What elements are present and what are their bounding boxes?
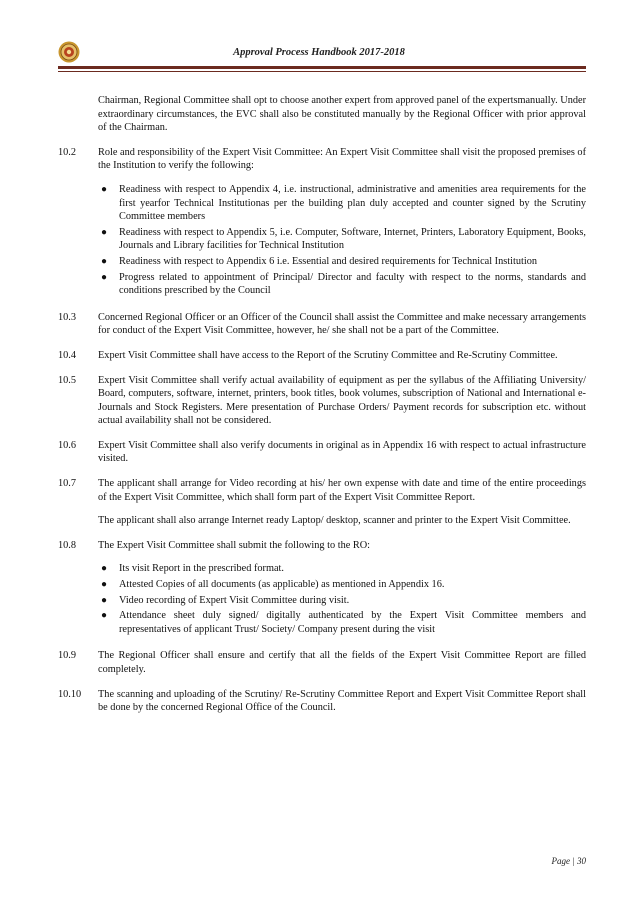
section-10-9 — [58, 649, 586, 676]
section-text: Expert Visit Committee shall verify actual availability of equipment as per the syllabus of the Affiliating University/ Board, computers, software, internet, printers, book titles, book volumes, subscription of National and International e-Journals and Stock Registers. Mere presentation of Purchase Orders/ Payment records for subscription etc. without actual availability shall not be considered. — [98, 374, 586, 427]
bullet-icon: ● — [101, 271, 108, 283]
section-text: The applicant shall arrange for Video recording at his/ her own expense with date and time of the entire proceedings of the Expert Visit Committee, which shall form part of the Expert Visit Committee Report. — [98, 478, 586, 503]
bullet-icon: ● — [101, 563, 108, 575]
section-10-3 — [58, 311, 586, 338]
section-body — [98, 539, 586, 639]
section-text: Role and responsibility of the Expert Visit Committee: An Expert Visit Committee shall visit the proposed premises of the Institution to verify the following: — [98, 146, 586, 172]
section-number: 10.8 — [58, 539, 77, 551]
section-number: 10.2 — [58, 146, 77, 158]
section-10-10 — [58, 688, 586, 715]
bullet-icon: ● — [101, 183, 108, 195]
list-item: ● Its visit Report in the prescribed format. — [101, 563, 284, 575]
section-number: 10.7 — [58, 478, 77, 490]
intro-paragraph: Chairman, Regional Committee shall opt to choose another expert from approved panel of the expertsmanually. Under extraordinary circumstances, the EVC shall also be constituted manually by the Regional Officer with prior approval of the Chairman. — [98, 95, 587, 134]
list-item: ● Attendance sheet duly signed/ digitally authenticated by the Expert Visit Committee members and representatives of applicant Trust/ Society/ Company present during the visit — [101, 610, 586, 635]
section-number: 10.6 — [58, 439, 77, 451]
bullet-list — [98, 183, 586, 298]
section-number: 10.5 — [58, 374, 77, 386]
list-item: ● Video recording of Expert Visit Committee during visit. — [101, 594, 350, 606]
section-text: Expert Visit Committee shall also verify documents in original as in Appendix 16 with respect to actual infrastructure visited. — [98, 439, 586, 465]
section-text: The Expert Visit Committee shall submit the following to the RO: — [98, 539, 371, 551]
bullet-icon: ● — [101, 255, 108, 267]
list-item: ● Attested Copies of all documents (as applicable) as mentioned in Appendix 16. — [101, 579, 445, 591]
header-rule-thin — [58, 71, 586, 72]
bullet-icon: ● — [101, 226, 108, 238]
list-item: ● Readiness with respect to Appendix 6 i.e. Essential and desired requirements for Technical Institution — [101, 255, 538, 267]
bullet-icon: ● — [101, 610, 108, 622]
section-text: Expert Visit Committee shall have access to the Report of the Scrutiny Committee and Re-Scrutiny Committee. — [98, 349, 558, 361]
list-item: ● Readiness with respect to Appendix 4, i.e. instructional, administrative and amenities area requirements for the first yearfor Technical Institutionas per the building plan duly accepted and counter signed by the Scrutiny Committee members — [101, 183, 586, 223]
page-number: Page | 30 — [551, 856, 586, 866]
section-number: 10.4 — [58, 349, 77, 361]
bullet-list — [98, 562, 586, 636]
section-number: 10.9 — [58, 650, 77, 662]
section-text: Concerned Regional Officer or an Officer of the Council shall assist the Committee and make necessary arrangements for conduct of the Expert Visit Committee, however, he/ she shall not be a part of the Committee. — [98, 311, 586, 337]
bullet-icon: ● — [101, 579, 108, 591]
section-body — [98, 146, 586, 300]
section-number: 10.3 — [58, 311, 77, 323]
list-item: ● Readiness with respect to Appendix 5, i.e. Computer, Software, Internet, Printers, Laboratory Equipment, Books, Journals and Library facilities for Technical Institution — [101, 226, 586, 252]
header-title: Approval Process Handbook 2017-2018 — [233, 47, 405, 58]
section-10-2 — [58, 146, 586, 300]
section-10-6 — [58, 439, 586, 466]
page-content — [58, 94, 586, 726]
section-10-4 — [58, 349, 586, 363]
section-number: 10.10 — [58, 688, 82, 700]
section-10-8 — [58, 539, 586, 639]
section-text-continued: The applicant shall also arrange Internet ready Laptop/ desktop, scanner and printer to the Expert Visit Committee. — [98, 515, 571, 527]
section-text: The Regional Officer shall ensure and certify that all the fields of the Expert Visit Committee Report are filled completely. — [98, 650, 586, 675]
section-10-7 — [58, 477, 586, 528]
list-item: ● Progress related to appointment of Principal/ Director and faculty with respect to the norms, standards and conditions prescribed by the Council — [101, 271, 586, 297]
section-text: The scanning and uploading of the Scrutiny/ Re-Scrutiny Committee Report and Expert Visit Committee Report shall be done by the concerned Regional Office of the Council. — [98, 688, 586, 714]
header-rule-thick — [58, 66, 586, 69]
section-body — [98, 477, 586, 528]
section-10-5 — [58, 374, 586, 428]
bullet-icon: ● — [101, 594, 108, 606]
